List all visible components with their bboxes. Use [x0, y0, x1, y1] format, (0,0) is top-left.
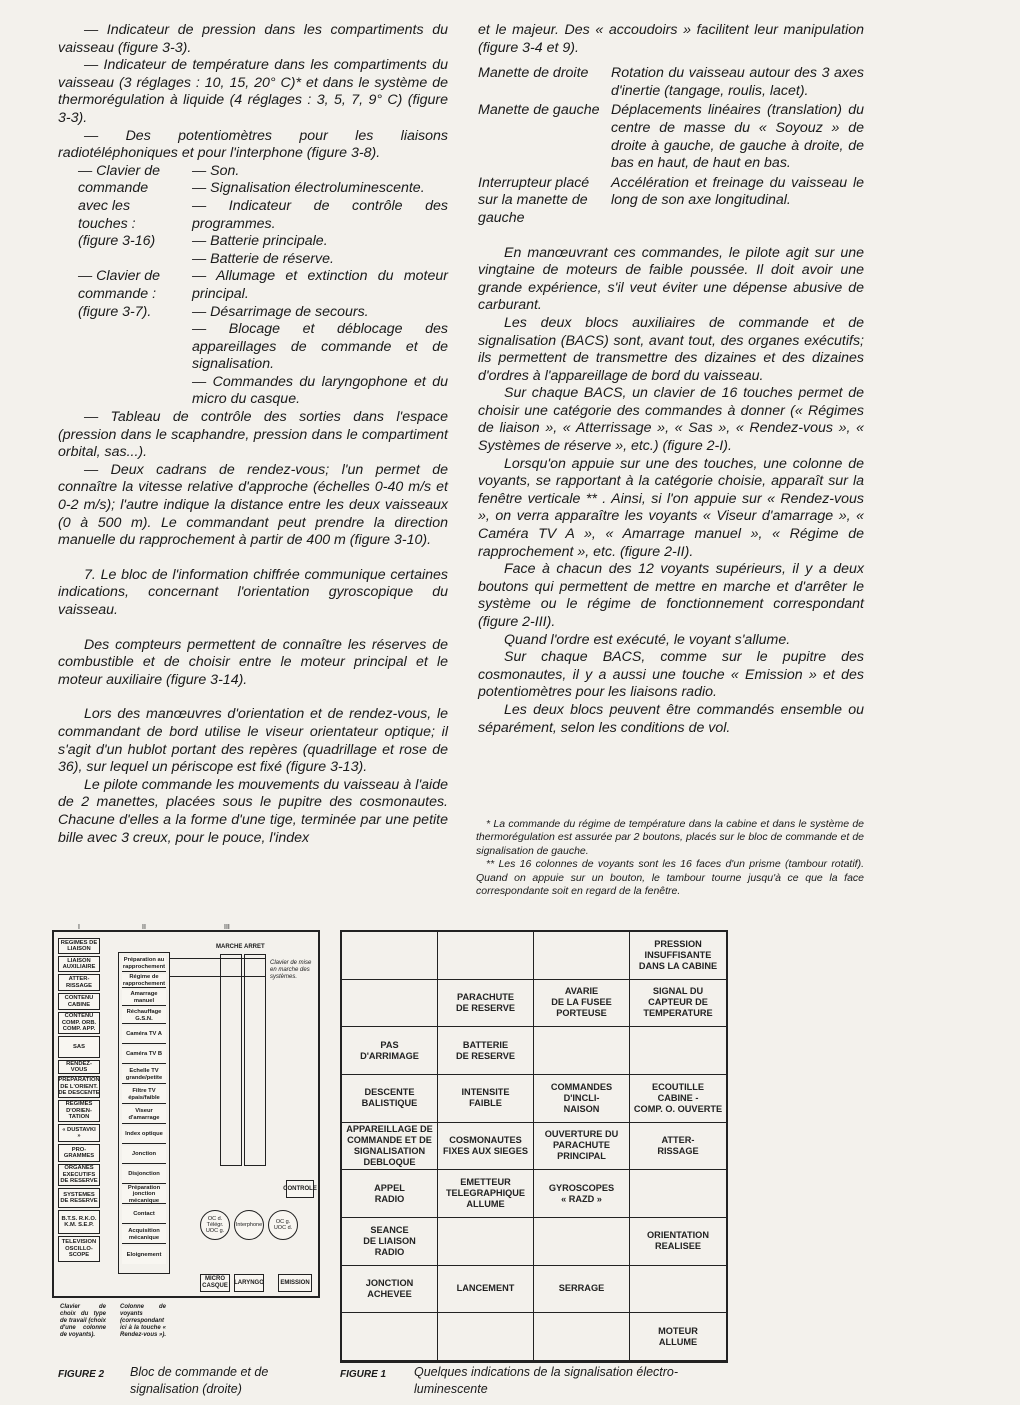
footnote: ** Les 16 colonnes de voyants sont les 16 faces d'un prisme (tambour rotatif). Quand on appuie sur un bouton, le tambour tourne jusqu'à ce que la face correspondante soit en regard de la fenêtre.: [476, 858, 864, 898]
lamp: Disjonction: [122, 1166, 166, 1184]
signal-cell: APPEL RADIO: [342, 1170, 438, 1218]
figure-number: FIGURE 2: [58, 1369, 105, 1380]
footnote: * La commande du régime de température dans la cabine et dans le système de thermorégulation est assurée par 2 boutons, placés sur le bloc de commande et de signalisation de gauche.: [476, 818, 864, 857]
category-key[interactable]: CONTENU CABINE: [58, 993, 100, 1010]
paragraph: — Indicateur de température dans les compartiments du vaisseau (3 réglages : 10, 15, 20° C)* et dans le système de thermorégulation à liquide (4 réglages : 3, 5, 7, 9° C) (figure 3-3).: [58, 57, 448, 126]
controle-button[interactable]: CONTROLE: [286, 1180, 314, 1198]
signal-cell: BATTERIE DE RESERVE: [438, 1027, 534, 1075]
signal-cell: JONCTION ACHEVEE: [342, 1266, 438, 1314]
keyboard-label: — Clavier de commande : (figure 3-7).: [78, 268, 161, 320]
figure-1-signal-grid: [340, 930, 728, 1363]
signal-cell: PAS D'ARRIMAGE: [342, 1027, 438, 1075]
control-name: Interrupteur placé sur la manette de gauche: [478, 174, 590, 226]
category-key[interactable]: REGIMES DE LIAISON: [58, 938, 100, 954]
lamp: Viseur d'amarrage: [122, 1106, 166, 1124]
radio-knob[interactable]: OC g. UOC d.: [268, 1210, 298, 1240]
arret-label: ARRET: [244, 944, 265, 950]
lamp: Echelle TV grande/petite: [122, 1066, 166, 1084]
paragraph: Face à chacun des 12 voyants supérieurs, il y a deux boutons qui permettent de mettre en marche et d'arrêter le système ou le régime de fonctionnement correspondant (figure 2-III).: [478, 561, 864, 630]
marche-buttons-column: [220, 954, 242, 1166]
category-key[interactable]: TELEVISION OSCILLO-SCOPE: [58, 1236, 100, 1262]
figure-2-note: Clavier de choix du type de travail (choix d'une colonne de voyants).: [60, 1304, 106, 1338]
right-column: [478, 22, 864, 737]
list-item: — Batterie de réserve.: [192, 250, 334, 267]
signal-cell: [342, 980, 438, 1028]
signal-cell: [630, 1170, 726, 1218]
signal-cell: [342, 932, 438, 980]
figure-title: Quelques indications de la signalisation électro-luminescente: [414, 1365, 679, 1396]
control-name: Manette de gauche: [478, 102, 600, 119]
signal-cell: ECOUTILLE CABINE - COMP. O. OUVERTE: [630, 1075, 726, 1123]
signal-cell: SERRAGE: [534, 1266, 630, 1314]
category-key[interactable]: B.T.S. R.K.O. K.M. S.E.P.: [58, 1210, 100, 1234]
list-item: — Allumage et extinction du moteur principal.: [192, 268, 448, 302]
paragraph: — Tableau de contrôle des sorties dans l'espace (pression dans le scaphandre, pression dans le compartiment orbital, sas...).: [58, 409, 448, 461]
category-key[interactable]: « DUSTAVKI »: [58, 1124, 100, 1142]
paragraph: Quand l'ordre est exécuté, le voyant s'allume.: [504, 631, 791, 648]
category-key[interactable]: ATTER-RISSAGE: [58, 974, 100, 991]
signal-cell: AVARIE DE LA FUSEE PORTEUSE: [534, 980, 630, 1028]
figure-1-caption: [340, 1365, 680, 1396]
micro-casque-button[interactable]: MICRO CASQUE: [200, 1274, 230, 1292]
lamp: Jonction: [122, 1146, 166, 1164]
paragraph: Des compteurs permettent de connaître les réserves de combustible et de choisir entre le moteur principal et le moteur auxiliaire (figure 3-14).: [58, 636, 448, 688]
lamp: Préparation jonction mécanique: [122, 1186, 166, 1204]
lamp: Filtre TV épais/faible: [122, 1086, 166, 1104]
lamp: Contact: [122, 1206, 166, 1224]
paragraph: — Des potentiomètres pour les liaisons radiotéléphoniques et pour l'interphone (figure 3-8).: [58, 127, 448, 162]
signal-cell: GYROSCOPES « RAZD »: [534, 1170, 630, 1218]
lamp: Préparation au rapprochement: [122, 956, 166, 972]
signal-cell: INTENSITE FAIBLE: [438, 1075, 534, 1123]
signal-cell: DESCENTE BALISTIQUE: [342, 1075, 438, 1123]
category-key[interactable]: PRO-GRAMMES: [58, 1144, 100, 1162]
list-item: — Blocage et déblocage des appareillages de commande et de signalisation.: [192, 321, 448, 373]
signal-cell: COMMANDES D'INCLI- NAISON: [534, 1075, 630, 1123]
left-column: [58, 22, 448, 847]
keyboard-items: [192, 163, 448, 269]
signal-cell: PARACHUTE DE RESERVE: [438, 980, 534, 1028]
signal-cell: OUVERTURE DU PARACHUTE PRINCIPAL: [534, 1123, 630, 1171]
signal-cell: LANCEMENT: [438, 1266, 534, 1314]
signal-cell: [630, 1027, 726, 1075]
signal-cell: SIGNAL DU CAPTEUR DE TEMPERATURE: [630, 980, 726, 1028]
category-key[interactable]: REGIMES D'ORIEN-TATION: [58, 1100, 100, 1122]
figure-2-note: Colonne de voyants (correspondant ici à la touche « Rendez-vous »).: [120, 1304, 167, 1338]
category-key[interactable]: LIAISON AUXILIAIRE: [58, 956, 100, 972]
clavier-note: Clavier de mise en marche des systèmes.: [270, 960, 312, 980]
category-key[interactable]: SYSTEMES DE RESERVE: [58, 1188, 100, 1208]
controls-table: [478, 65, 864, 227]
paragraph: — Indicateur de pression dans les compartiments du vaisseau (figure 3-3).: [58, 22, 448, 56]
list-item: — Indicateur de contrôle des programmes.: [192, 197, 448, 232]
control-desc: Déplacements linéaires (translation) du centre de masse du « Soyouz » de droite à gauche, de gauche à droite, de bas en haut, de haut en bas.: [611, 102, 864, 172]
paragraph: Le pilote commande les mouvements du vaisseau à l'aide de 2 manettes, placées sous le pupitre des cosmonautes. Chacune d'elles a la forme d'une tige, terminée par une petite bille avec 3 creux, pour le pouce, l'index: [58, 776, 448, 846]
signal-cell: [438, 932, 534, 980]
lamp: Acquisition mécanique: [122, 1226, 166, 1244]
signal-cell: [630, 1266, 726, 1314]
signal-cell: [438, 1218, 534, 1266]
list-item: — Signalisation électroluminescente.: [192, 180, 425, 197]
lamp: Caméra TV B: [122, 1046, 166, 1064]
roman-label: III: [224, 924, 230, 931]
category-key[interactable]: RENDEZ-VOUS: [58, 1060, 100, 1074]
signal-cell: COSMONAUTES FIXES AUX SIEGES: [438, 1123, 534, 1171]
list-item: — Batterie principale.: [192, 233, 328, 250]
lamp: Caméra TV A: [122, 1026, 166, 1044]
paragraph: Lors des manœuvres d'orientation et de rendez-vous, le commandant de bord utilise le viseur orientateur optique; il s'agit d'un hublot portant des repères (quadrillage et rose de 36), sur lequel un périscope est fixé (figure 3-13).: [58, 706, 448, 776]
list-item: — Désarrimage de secours.: [192, 303, 369, 320]
figure-2-caption: [58, 1365, 298, 1396]
lamp: Eloignement: [122, 1246, 166, 1264]
roman-label: II: [142, 924, 146, 931]
signal-cell: SEANCE DE LIAISON RADIO: [342, 1218, 438, 1266]
lamp: Index optique: [122, 1126, 166, 1144]
keyboard-items: [192, 268, 448, 409]
arret-buttons-column: [244, 954, 266, 1166]
category-key[interactable]: SAS: [58, 1036, 100, 1058]
lamp: Régime de rapprochement: [122, 974, 166, 987]
paragraph: Les deux blocs auxiliaires de commande et de signalisation (BACS) sont, avant tout, des organes exécutifs; ils permettent de transmettre des dizaines et des dizaines d'ordres à l'appareillage de bord du vaisseau.: [478, 314, 864, 384]
figure-2-panel: [52, 924, 320, 1298]
signal-cell: [342, 1313, 438, 1361]
paragraph: Lorsqu'on appuie sur une des touches, une colonne de voyants, se rapportant à la catégorie choisie, apparaît sur la fenêtre verticale ** . Ainsi, si l'on appuie sur « Rendez-vous », on verra apparaître les voyants « Viseur d'amarrage », « Caméra TV A », « Amarrage manuel », « Régime de rapprochement », etc. (figure 2-II).: [478, 455, 864, 560]
category-key[interactable]: ORGANES EXECUTIFS DE RESERVE: [58, 1164, 100, 1186]
marche-label: MARCHE: [216, 944, 243, 950]
category-key[interactable]: CONTENU COMP. ORB. COMP. APP.: [58, 1012, 100, 1034]
paragraph: 7. Le bloc de l'information chiffrée communique certaines indications, concernant l'orientation gyroscopique du vaisseau.: [58, 566, 448, 618]
interphone-knob[interactable]: Interphone: [234, 1210, 264, 1240]
lamp: Réchauffage G.S.N.: [122, 1008, 166, 1024]
paragraph: — Deux cadrans de rendez-vous; l'un permet de connaître la vitesse relative d'approche (échelles 0-40 m/s et 0-2 m/s); l'autre indique la distance entre les deux vaisseaux (0 à 500 m). Le commandant peut prendre la direction manuelle du rapprochement à partir de 400 m (figure 3-10).: [58, 461, 448, 549]
control-name: Manette de droite: [478, 65, 589, 82]
signal-cell: ATTER- RISSAGE: [630, 1123, 726, 1171]
signal-cell: [438, 1313, 534, 1361]
signal-cell: [534, 1313, 630, 1361]
signal-cell: PRESSION INSUFFISANTE DANS LA CABINE: [630, 932, 726, 980]
laryngo-button[interactable]: LARYNGO: [234, 1274, 264, 1292]
paragraph: Sur chaque BACS, un clavier de 16 touches permet de choisir une catégorie des commandes à donner (« Régimes de liaison », « Atterrissage », « Sas », « Rendez-vous », « Systèmes de réserve », etc.) (figure 2-I).: [478, 385, 864, 455]
keyboard-label: — Clavier de commande avec les touches : (figure 3-16): [78, 162, 161, 250]
signal-cell: [534, 932, 630, 980]
keyboard-list-1: [58, 163, 448, 269]
category-key[interactable]: PREPARATION DE L'ORIENT. DE DESCENTE: [58, 1077, 100, 1097]
radio-knob[interactable]: OC d. Télégr. UOC g.: [200, 1210, 230, 1240]
keyboard-list-2: [58, 268, 448, 409]
figure-title: Bloc de commande et de signalisation (droite): [130, 1365, 269, 1396]
lamp-list: [122, 956, 166, 1264]
paragraph: En manœuvrant ces commandes, le pilote agit sur une vingtaine de moteurs de faible poussée. Il doit avoir une grande expérience, s'il veut éviter une dépense abusive de carburant.: [478, 244, 864, 314]
signal-cell: ORIENTATION REALISEE: [630, 1218, 726, 1266]
signal-cell: [534, 1027, 630, 1075]
emission-button[interactable]: EMISSION: [278, 1274, 312, 1292]
signal-cell: MOTEUR ALLUME: [630, 1313, 726, 1361]
paragraph: et le majeur. Des « accoudoirs » facilitent leur manipulation (figure 3-4 et 9).: [478, 22, 864, 56]
signal-cell: EMETTEUR TELEGRAPHIQUE ALLUME: [438, 1170, 534, 1218]
list-item: — Son.: [192, 162, 240, 179]
signal-cell: APPAREILLAGE DE COMMANDE ET DE SIGNALISATION DEBLOQUE: [342, 1123, 438, 1171]
roman-label: I: [78, 924, 80, 931]
signal-cell: [534, 1218, 630, 1266]
paragraph: Les deux blocs peuvent être commandés ensemble ou séparément, selon les conditions de vol.: [478, 701, 864, 736]
control-desc: Accélération et freinage du vaisseau le long de son axe longitudinal.: [611, 174, 864, 209]
lamp: Amarrage manuel: [122, 990, 166, 1006]
figure-number: FIGURE 1: [340, 1369, 387, 1380]
footnotes: [476, 818, 864, 898]
paragraph: Sur chaque BACS, comme sur le pupitre des cosmonautes, il y a aussi une touche « Emission » et des potentiomètres pour les liaisons radio.: [478, 649, 864, 701]
category-keys: [58, 938, 100, 1262]
list-item: — Commandes du laryngophone et du micro du casque.: [192, 373, 448, 408]
control-desc: Rotation du vaisseau autour des 3 axes d'inertie (tangage, roulis, lacet).: [611, 65, 864, 99]
